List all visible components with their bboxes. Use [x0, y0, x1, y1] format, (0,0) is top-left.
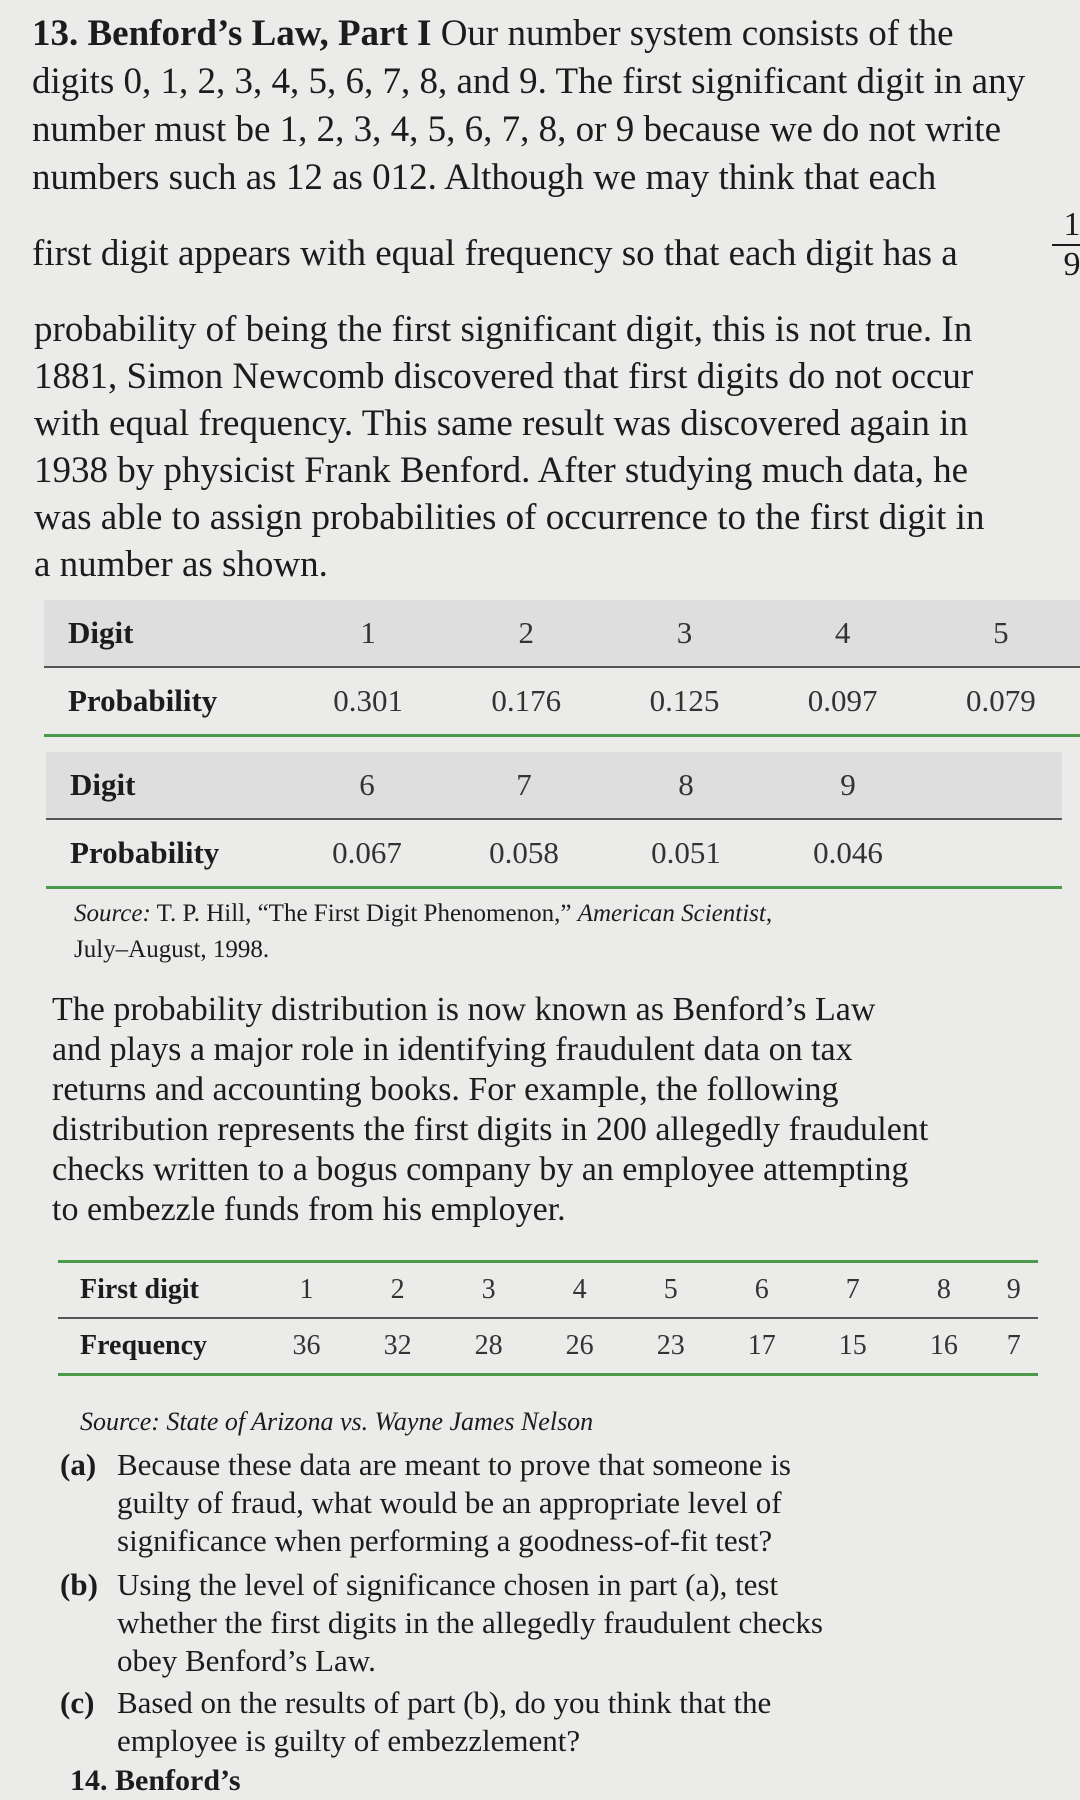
- probability-row: [44, 667, 1080, 736]
- source-2-text: Source: State of Arizona vs. Wayne James Nelson: [80, 1407, 593, 1436]
- digit-cell: 9: [989, 1262, 1038, 1319]
- digit-cell: 7: [443, 752, 605, 819]
- problem-number: 13.: [32, 13, 78, 54]
- digit-cell: 3: [443, 1262, 534, 1319]
- intro-line: was able to assign probabilities of occurrence to the first digit in: [34, 494, 984, 541]
- frequency-cell: 15: [807, 1318, 898, 1375]
- probability-cell: 0.097: [764, 667, 922, 736]
- intro-line: 1938 by physicist Frank Benford. After studying much data, he: [34, 447, 984, 494]
- question-c: [60, 1684, 771, 1760]
- digit-cell: 9: [767, 752, 929, 819]
- row-label-probability: Probability: [44, 667, 289, 736]
- source-date: July–August, 1998.: [74, 936, 269, 963]
- intro-line: first digit appears with equal frequency so that each digit has a: [32, 230, 958, 278]
- row-label-first-digit: First digit: [58, 1262, 261, 1319]
- problem-intro-cont-2: [34, 306, 984, 588]
- question-line: Because these data are meant to prove that someone is: [60, 1446, 791, 1484]
- problem-intro: [32, 10, 1025, 202]
- probability-cell: 0.176: [447, 667, 605, 736]
- digit-cell: 1: [289, 600, 447, 667]
- probability-row: [46, 819, 1062, 888]
- problem-intro-cont-1: [32, 230, 958, 278]
- empty-cell: [929, 819, 1062, 888]
- row-label-probability: Probability: [46, 819, 291, 888]
- frequency-cell: 32: [352, 1318, 443, 1375]
- source-citation-1: [74, 896, 772, 968]
- digit-cell: 5: [625, 1262, 716, 1319]
- question-line: obey Benford’s Law.: [60, 1642, 823, 1680]
- row-label-digit: Digit: [44, 600, 289, 667]
- first-digit-row: [58, 1262, 1038, 1319]
- question-line: Using the level of significance chosen in part (a), test: [60, 1566, 823, 1604]
- digit-cell: 2: [447, 600, 605, 667]
- paragraph-line: and plays a major role in identifying fraudulent data on tax: [52, 1030, 928, 1070]
- fraction-numerator: 1: [1064, 206, 1080, 243]
- digit-cell: 3: [605, 600, 763, 667]
- question-line: significance when performing a goodness-of-fit test?: [60, 1522, 791, 1560]
- question-line: employee is guilty of embezzlement?: [60, 1722, 771, 1760]
- question-line: whether the first digits in the allegedly fraudulent checks: [60, 1604, 823, 1642]
- source-journal: American Scientist,: [578, 900, 772, 927]
- digit-row: [46, 752, 1062, 819]
- source-citation-2: [80, 1404, 593, 1440]
- benford-table-2: [46, 752, 1062, 889]
- row-label-digit: Digit: [46, 752, 291, 819]
- digit-cell: 1: [261, 1262, 352, 1319]
- digit-cell: 6: [716, 1262, 807, 1319]
- digit-cell: 2: [352, 1262, 443, 1319]
- digit-cell: 8: [898, 1262, 989, 1319]
- digit-cell: 6: [291, 752, 443, 819]
- question-label: (a): [60, 1446, 96, 1484]
- frequency-cell: 17: [716, 1318, 807, 1375]
- intro-text: Our number system consists of the: [441, 13, 954, 54]
- intro-line: probability of being the first significant digit, this is not true. In: [34, 306, 984, 353]
- digit-cell: 7: [807, 1262, 898, 1319]
- question-b: [60, 1566, 823, 1680]
- digit-row: [44, 600, 1080, 667]
- fraud-frequency-table: [58, 1260, 1038, 1376]
- row-label-frequency: Frequency: [58, 1318, 261, 1375]
- probability-cell: 0.058: [443, 819, 605, 888]
- paragraph-2: [52, 990, 928, 1230]
- paragraph-line: distribution represents the first digits in 200 allegedly fraudulent: [52, 1110, 928, 1150]
- question-label: (b): [60, 1566, 98, 1604]
- next-problem-text: 14. Benford’s: [70, 1764, 241, 1797]
- paragraph-line: to embezzle funds from his employer.: [52, 1190, 928, 1230]
- digit-cell: 4: [764, 600, 922, 667]
- fraction-denominator: 9: [1064, 246, 1080, 283]
- paragraph-line: The probability distribution is now known as Benford’s Law: [52, 990, 928, 1030]
- empty-cell: [929, 752, 1062, 819]
- source-author-title: T. P. Hill, “The First Digit Phenomenon,”: [157, 900, 572, 927]
- question-line: Based on the results of part (b), do you think that the: [60, 1684, 771, 1722]
- intro-line: a number as shown.: [34, 541, 984, 588]
- frequency-cell: 36: [261, 1318, 352, 1375]
- intro-line-1: [32, 10, 1025, 58]
- probability-cell: 0.125: [605, 667, 763, 736]
- digit-cell: 4: [534, 1262, 625, 1319]
- frequency-cell: 7: [989, 1318, 1038, 1375]
- question-a: [60, 1446, 791, 1560]
- probability-cell: 0.079: [922, 667, 1080, 736]
- question-label: (c): [60, 1684, 94, 1722]
- next-problem-cutoff: [70, 1762, 241, 1800]
- paragraph-line: returns and accounting books. For example, the following: [52, 1070, 928, 1110]
- frequency-cell: 28: [443, 1318, 534, 1375]
- paragraph-line: checks written to a bogus company by an employee attempting: [52, 1150, 928, 1190]
- intro-line: number must be 1, 2, 3, 4, 5, 6, 7, 8, or 9 because we do not write: [32, 106, 1025, 154]
- source-label: Source:: [74, 900, 151, 927]
- probability-cell: 0.046: [767, 819, 929, 888]
- digit-cell: 8: [605, 752, 767, 819]
- benford-table-1: [44, 600, 1080, 737]
- frequency-cell: 26: [534, 1318, 625, 1375]
- question-line: guilty of fraud, what would be an appropriate level of: [60, 1484, 791, 1522]
- probability-cell: 0.051: [605, 819, 767, 888]
- one-ninth-fraction: [1052, 208, 1080, 282]
- digit-cell: 5: [922, 600, 1080, 667]
- intro-line: 1881, Simon Newcomb discovered that first digits do not occur: [34, 353, 984, 400]
- probability-cell: 0.301: [289, 667, 447, 736]
- frequency-cell: 16: [898, 1318, 989, 1375]
- problem-title: Benford’s Law, Part I: [88, 13, 432, 54]
- frequency-cell: 23: [625, 1318, 716, 1375]
- probability-cell: 0.067: [291, 819, 443, 888]
- intro-line: numbers such as 12 as 012. Although we may think that each: [32, 154, 1025, 202]
- intro-line: with equal frequency. This same result was discovered again in: [34, 400, 984, 447]
- intro-line: digits 0, 1, 2, 3, 4, 5, 6, 7, 8, and 9. The first significant digit in any: [32, 58, 1025, 106]
- frequency-row: [58, 1318, 1038, 1375]
